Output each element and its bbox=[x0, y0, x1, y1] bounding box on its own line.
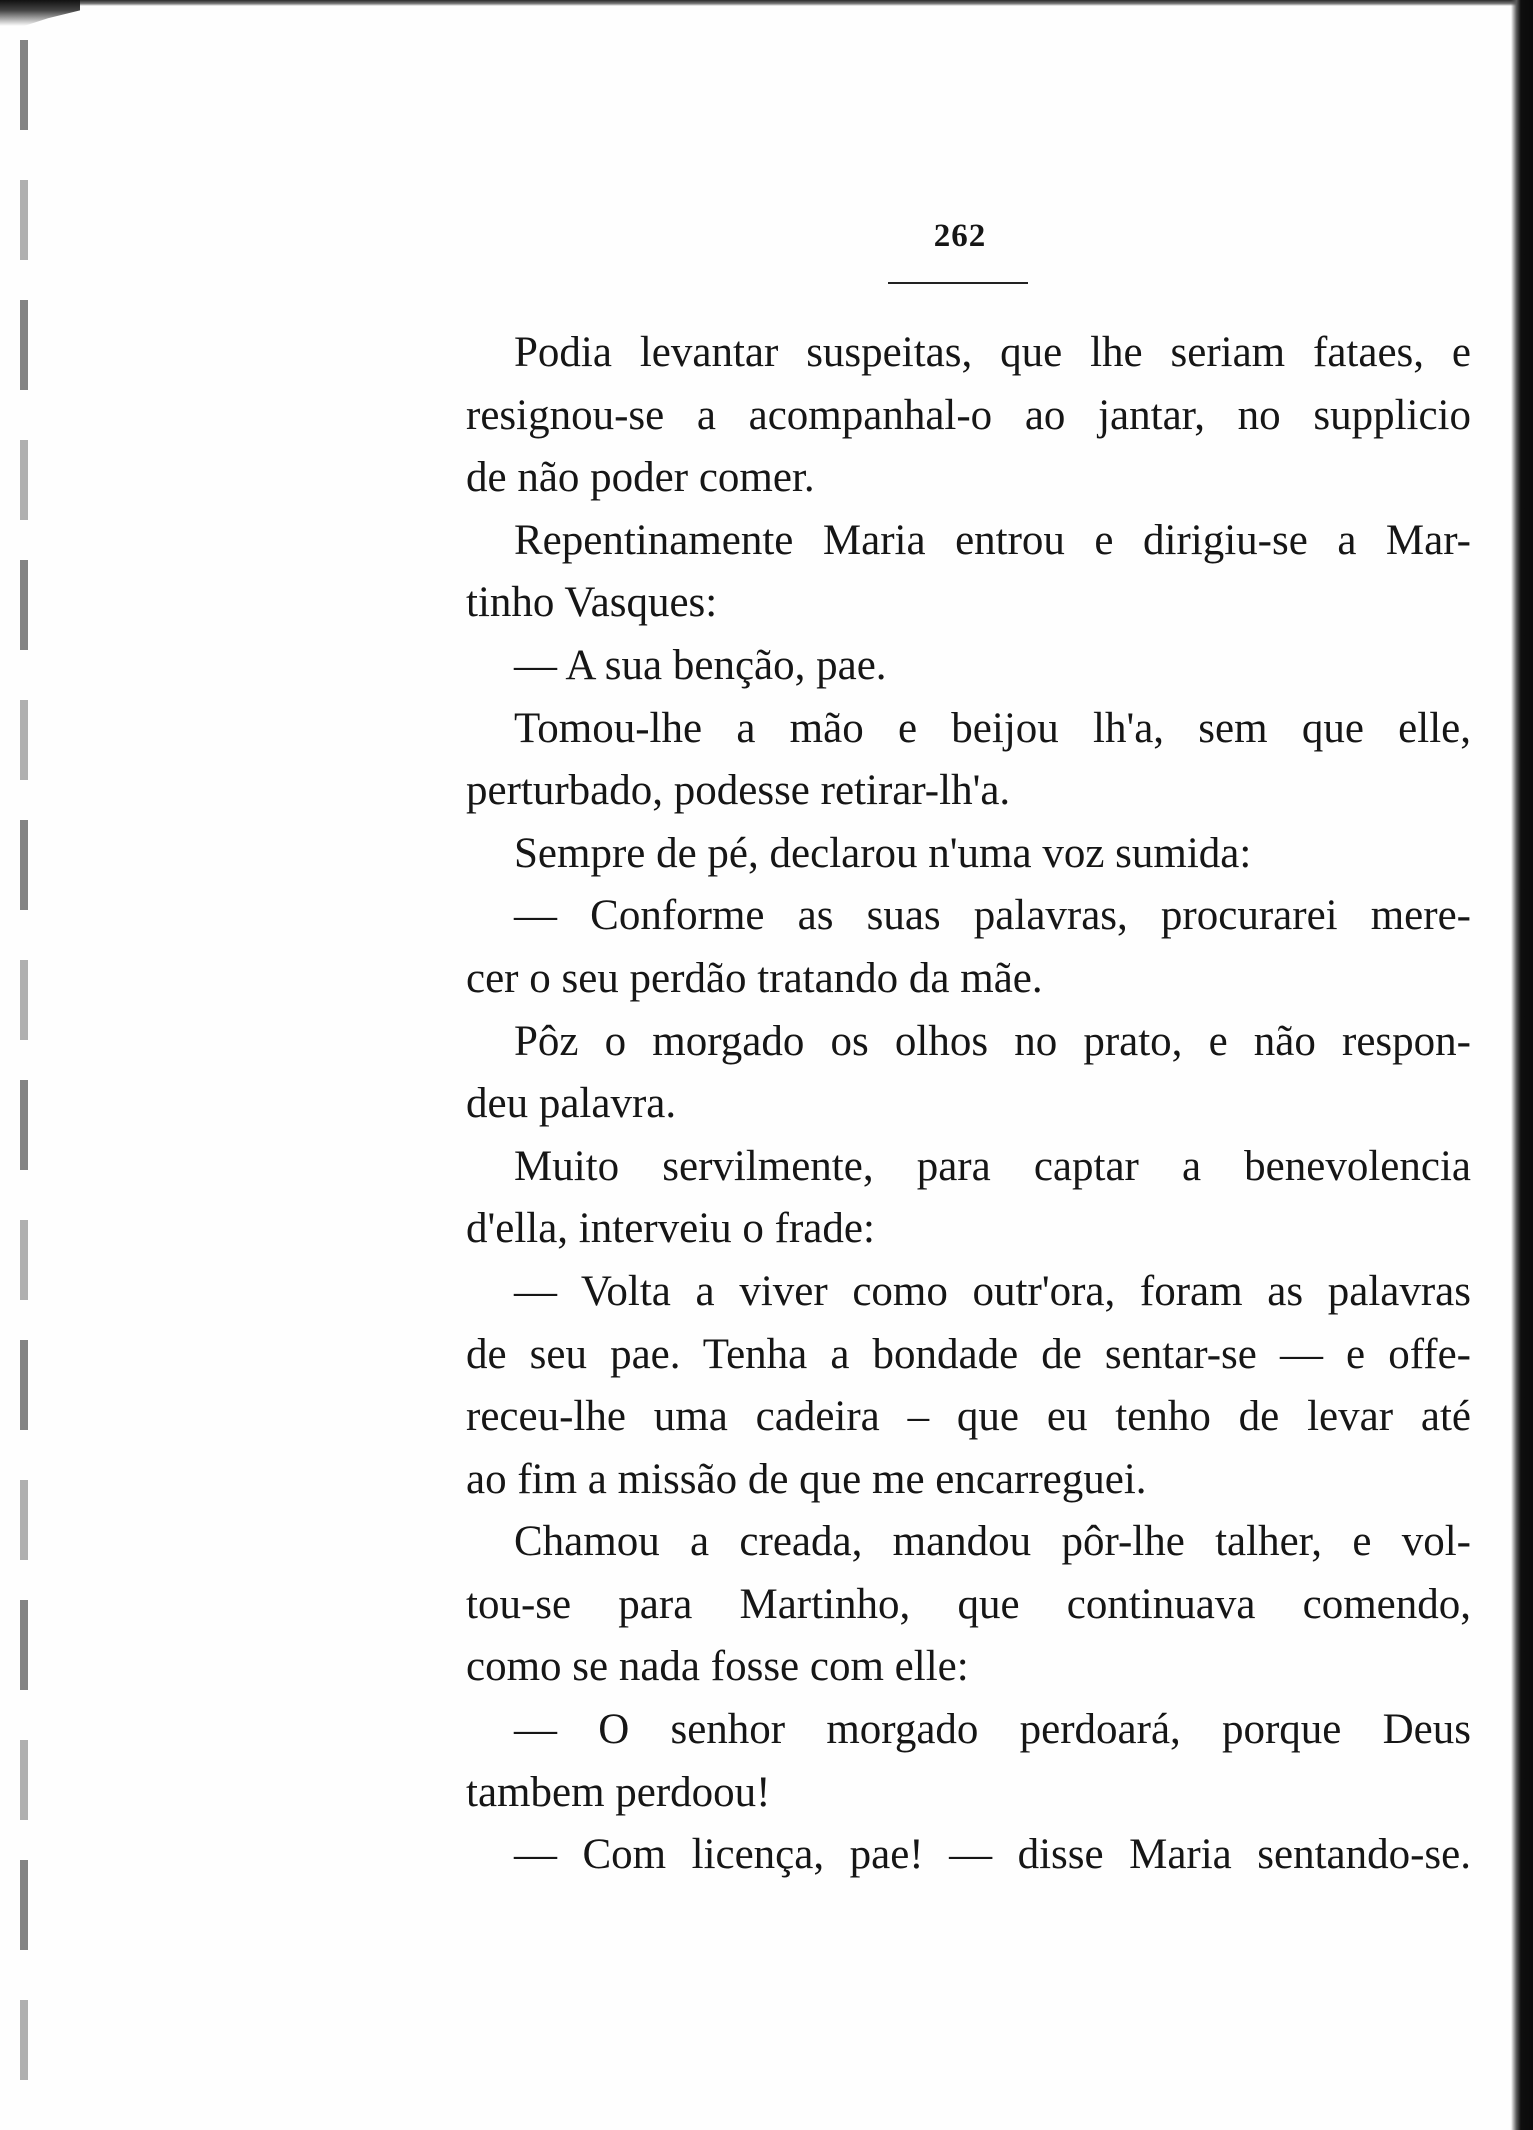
text-line: — Conforme as suas palavras, procurarei mere- bbox=[514, 892, 1471, 940]
text-line: Sempre de pé, declarou n'uma voz sumida: bbox=[514, 829, 1252, 877]
text-line: — O senhor morgado perdoará, porque Deus bbox=[514, 1706, 1471, 1754]
text-line: Tomou-lhe a mão e beijou lh'a, sem que elle, bbox=[514, 704, 1471, 752]
page-number: 262 bbox=[933, 218, 987, 254]
text-line: Repentinamente Maria entrou e dirigiu-se a Mar- bbox=[514, 516, 1471, 564]
text-line: ao fim a missão de que me encarreguei. bbox=[466, 1455, 1147, 1503]
text-line: — Com licença, pae! — disse Maria sentando-se. bbox=[514, 1831, 1471, 1879]
body-text bbox=[466, 322, 1471, 1887]
text-line: tinho Vasques: bbox=[466, 579, 718, 627]
text-line: Podia levantar suspeitas, que lhe seriam fataes, e bbox=[514, 329, 1471, 376]
scan-top-edge bbox=[0, 0, 1533, 6]
text-line: como se nada fosse com elle: bbox=[466, 1643, 969, 1691]
text-line: cer o seu perdão tratando da mãe. bbox=[466, 954, 1043, 1002]
text-line: deu palavra. bbox=[466, 1080, 677, 1128]
text-line: tou-se para Martinho, que continuava comendo, bbox=[466, 1580, 1471, 1628]
text-line: de seu pae. Tenha a bondade de sentar-se — e offe- bbox=[466, 1330, 1471, 1378]
text-line: Chamou a creada, mandou pôr-lhe talher, e vol- bbox=[514, 1518, 1471, 1566]
text-line: d'ella, interveiu o frade: bbox=[466, 1205, 875, 1253]
text-line: perturbado, podesse retirar-lh'a. bbox=[466, 767, 1011, 815]
text-line: receu-lhe uma cadeira – que eu tenho de levar até bbox=[466, 1393, 1471, 1441]
text-line: de não poder comer. bbox=[466, 454, 815, 502]
text-line: Muito servilmente, para captar a benevolencia bbox=[514, 1142, 1471, 1190]
text-line: — A sua benção, pae. bbox=[514, 641, 887, 689]
scan-corner-shadow bbox=[0, 0, 80, 26]
text-line: tambem perdoou! bbox=[466, 1768, 771, 1816]
scan-right-edge bbox=[1511, 0, 1533, 2130]
scan-left-edge bbox=[20, 40, 28, 2100]
text-line: Pôz o morgado os olhos no prato, e não respon- bbox=[514, 1017, 1471, 1065]
text-line: resignou-se a acompanhal-o ao jantar, no supplicio bbox=[466, 391, 1471, 439]
text-line: — Volta a viver como outr'ora, foram as palavras bbox=[514, 1267, 1471, 1315]
page-number-rule bbox=[888, 282, 1028, 284]
